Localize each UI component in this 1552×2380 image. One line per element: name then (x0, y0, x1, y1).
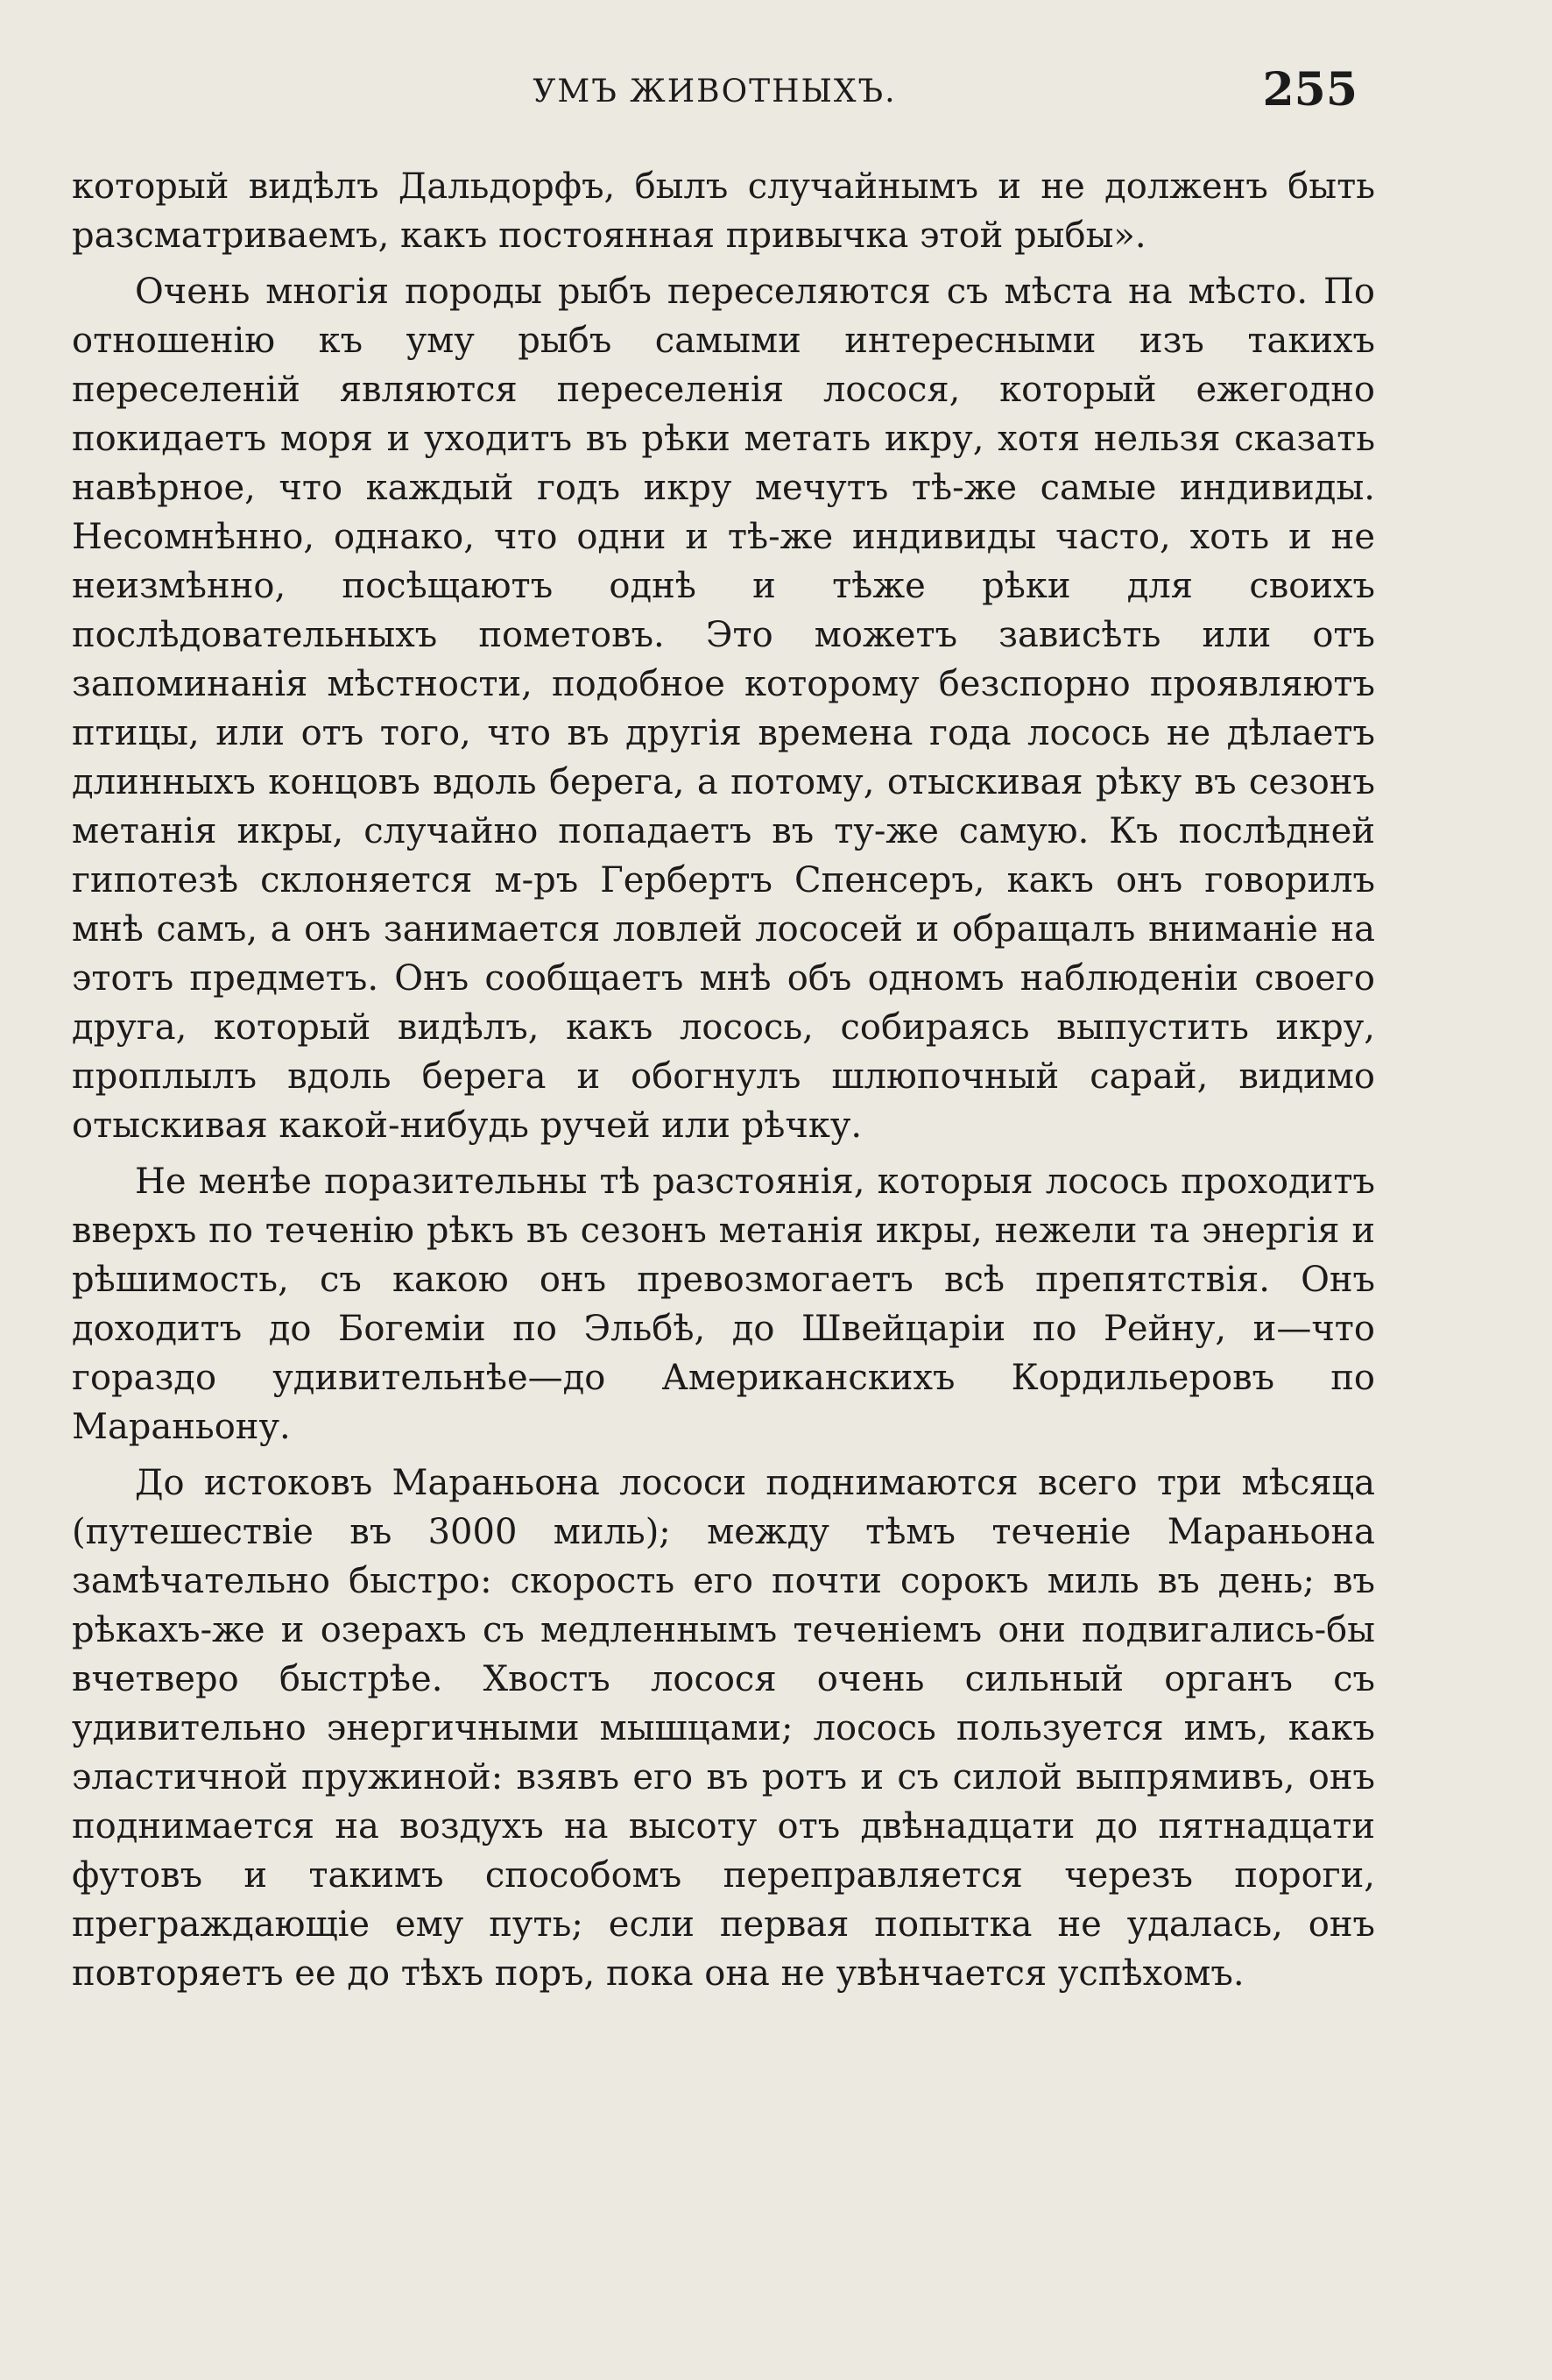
page-number: 255 (1262, 63, 1358, 117)
paragraph-distances: Не менѣе поразительны тѣ разстоянія, которыя лосось проходитъ вверхъ по теченію рѣкъ въ сезонъ метанія икры, нежели та энергія и рѣшимость, съ какою онъ превозмогаетъ всѣ препятствія. Онъ доходитъ до Богеміи по Эльбѣ, до Швейцаріи по Рейну, и—что гораздо удивительнѣе—до Американскихъ Кордильеровъ по Мараньону. (72, 1162, 1375, 1447)
paragraph-maranon: До истоковъ Мараньона лососи поднимаются всего три мѣсяца (путешествіе въ 3000 миль); между тѣмъ теченіе Мараньона замѣчательно быстро: скорость его почти сорокъ миль въ день; въ рѣкахъ-же и озерахъ съ медленнымъ теченіемъ они подвигались-бы вчетверо быстрѣе. Хвостъ лосося очень сильный органъ съ удивительно энергичными мышцами; лосось пользуется имъ, какъ эластичной пружиной: взявъ его въ ротъ и съ силой выпрямивъ, онъ поднимается на воздухъ на высоту отъ двѣнадцати до пятнадцати футовъ и такимъ способомъ переправляется черезъ пороги, преграждающіе ему путь; если первая попытка не удалась, онъ повторяетъ ее до тѣхъ поръ, пока она не увѣнчается успѣхомъ. (72, 1463, 1375, 1994)
paragraph-continued: который видѣлъ Дальдорфъ, былъ случайнымъ и не долженъ быть разсматриваемъ, какъ постоянная привычка этой рыбы». (72, 166, 1375, 256)
running-head: УМЪ ЖИВОТНЫХЪ. (533, 74, 897, 109)
page-header (72, 63, 1358, 116)
body-text (72, 162, 1375, 2005)
paragraph-salmon-migration: Очень многія породы рыбъ переселяются съ мѣста на мѣсто. По отношенію къ уму рыбъ самыми интересными изъ такихъ переселеній являются переселенія лосося, который ежегодно покидаетъ моря и уходитъ въ рѣки метать икру, хотя нельзя сказать навѣрное, что каждый годъ икру мечутъ тѣ-же самые индивиды. Несомнѣнно, однако, что одни и тѣ-же индивиды часто, хоть и не неизмѣнно, посѣщаютъ однѣ и тѣже рѣки для своихъ послѣдовательныхъ пометовъ. Это можетъ зависѣть или отъ запоминанія мѣстности, подобное которому безспорно проявляютъ птицы, или отъ того, что въ другія времена года лосось не дѣлаетъ длинныхъ концовъ вдоль берега, а потому, отыскивая рѣку въ сезонъ метанія икры, случайно попадаетъ въ ту-же самую. Къ послѣдней гипотезѣ склоняется м-ръ Гербертъ Спенсеръ, какъ онъ говорилъ мнѣ самъ, а онъ занимается ловлей лососей и обращалъ вниманіе на этотъ предметъ. Онъ сообщаетъ мнѣ объ одномъ наблюденіи своего друга, который видѣлъ, какъ лосось, собираясь выпустить икру, проплылъ вдоль берега и обогнулъ шлюпочный сарай, видимо отыскивая какой-нибудь ручей или рѣчку. (72, 272, 1375, 1146)
